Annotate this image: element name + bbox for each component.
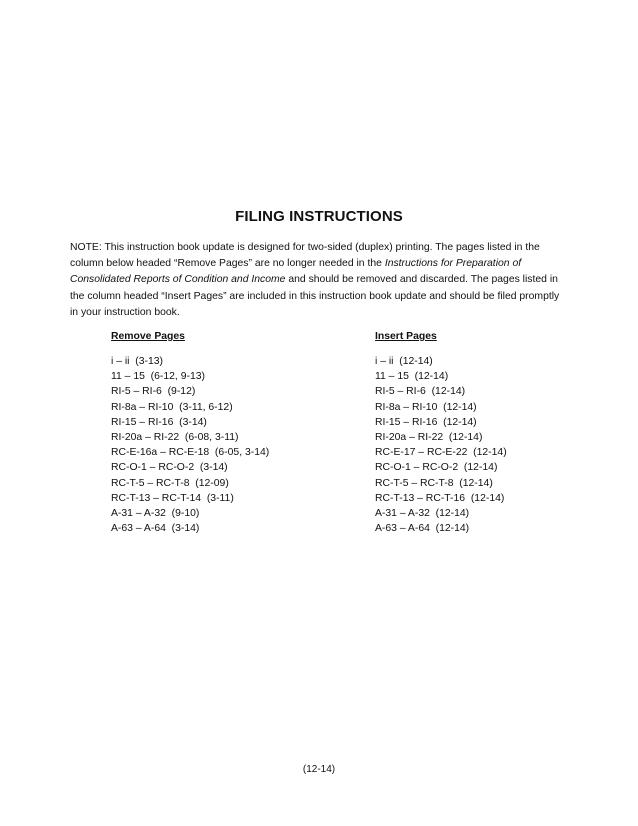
remove-page-item: RC-E-16a – RC-E-18 (6-05, 3-14): [111, 447, 270, 459]
insert-pages-column: [375, 330, 575, 536]
insert-page-item: RC-T-5 – RC-T-8 (12-14): [375, 477, 493, 489]
remove-pages-list: [111, 354, 351, 536]
insert-page-item: RI-15 – RI-16 (12-14): [375, 416, 477, 428]
page-title: FILING INSTRUCTIONS: [235, 208, 403, 225]
remove-page-item: RI-8a – RI-10 (3-11, 6-12): [111, 401, 233, 413]
remove-page-item: RC-T-5 – RC-T-8 (12-09): [111, 477, 229, 489]
note-italic-title: Instructions for Preparation of Consolidated Reports of Condition and Income: [70, 258, 522, 286]
insert-page-item: 11 – 15 (12-14): [375, 371, 449, 383]
insert-page-item: RC-O-1 – RC-O-2 (12-14): [375, 462, 498, 474]
remove-page-item: RC-T-13 – RC-T-14 (3-11): [111, 492, 234, 504]
insert-page-item: RI-5 – RI-6 (12-14): [375, 386, 466, 398]
note-text-start: NOTE: This instruction book update is designed for two-sided (duplex) printing. The pages listed in the column below headed “Remove Pages” are no longer needed in the: [70, 242, 540, 270]
insert-page-item: RI-8a – RI-10 (12-14): [375, 401, 477, 413]
note-text-end: and should be removed and discarded. The pages listed in the column headed “Insert Pages” are included in this instruction book update and should be filed promptly in your instruction book.: [70, 274, 560, 318]
insert-page-item: RC-T-13 – RC-T-16 (12-14): [375, 492, 505, 504]
page-footer-date: (12-14): [302, 764, 336, 775]
insert-page-item: RI-20a – RI-22 (12-14): [375, 432, 483, 444]
remove-page-item: A-31 – A-32 (9-10): [111, 508, 200, 520]
remove-page-item: 11 – 15 (6-12, 9-13): [111, 371, 205, 383]
remove-page-item: RI-15 – RI-16 (3-14): [111, 416, 207, 428]
insert-page-item: RC-E-17 – RC-E-22 (12-14): [375, 447, 507, 459]
insert-pages-list: [375, 354, 575, 536]
remove-page-item: A-63 – A-64 (3-14): [111, 523, 200, 535]
insert-page-item: i – ii (12-14): [375, 356, 433, 367]
insert-page-item: A-63 – A-64 (12-14): [375, 523, 470, 535]
remove-page-item: RC-O-1 – RC-O-2 (3-14): [111, 462, 228, 474]
insert-pages-header: Insert Pages: [375, 331, 437, 342]
remove-page-item: i – ii (3-13): [111, 356, 163, 367]
remove-page-item: RI-20a – RI-22 (6-08, 3-11): [111, 432, 239, 444]
remove-pages-header: Remove Pages: [111, 331, 185, 342]
insert-page-item: A-31 – A-32 (12-14): [375, 508, 470, 520]
remove-page-item: RI-5 – RI-6 (9-12): [111, 386, 196, 398]
note-paragraph: [70, 240, 570, 321]
remove-pages-column: [111, 330, 351, 536]
